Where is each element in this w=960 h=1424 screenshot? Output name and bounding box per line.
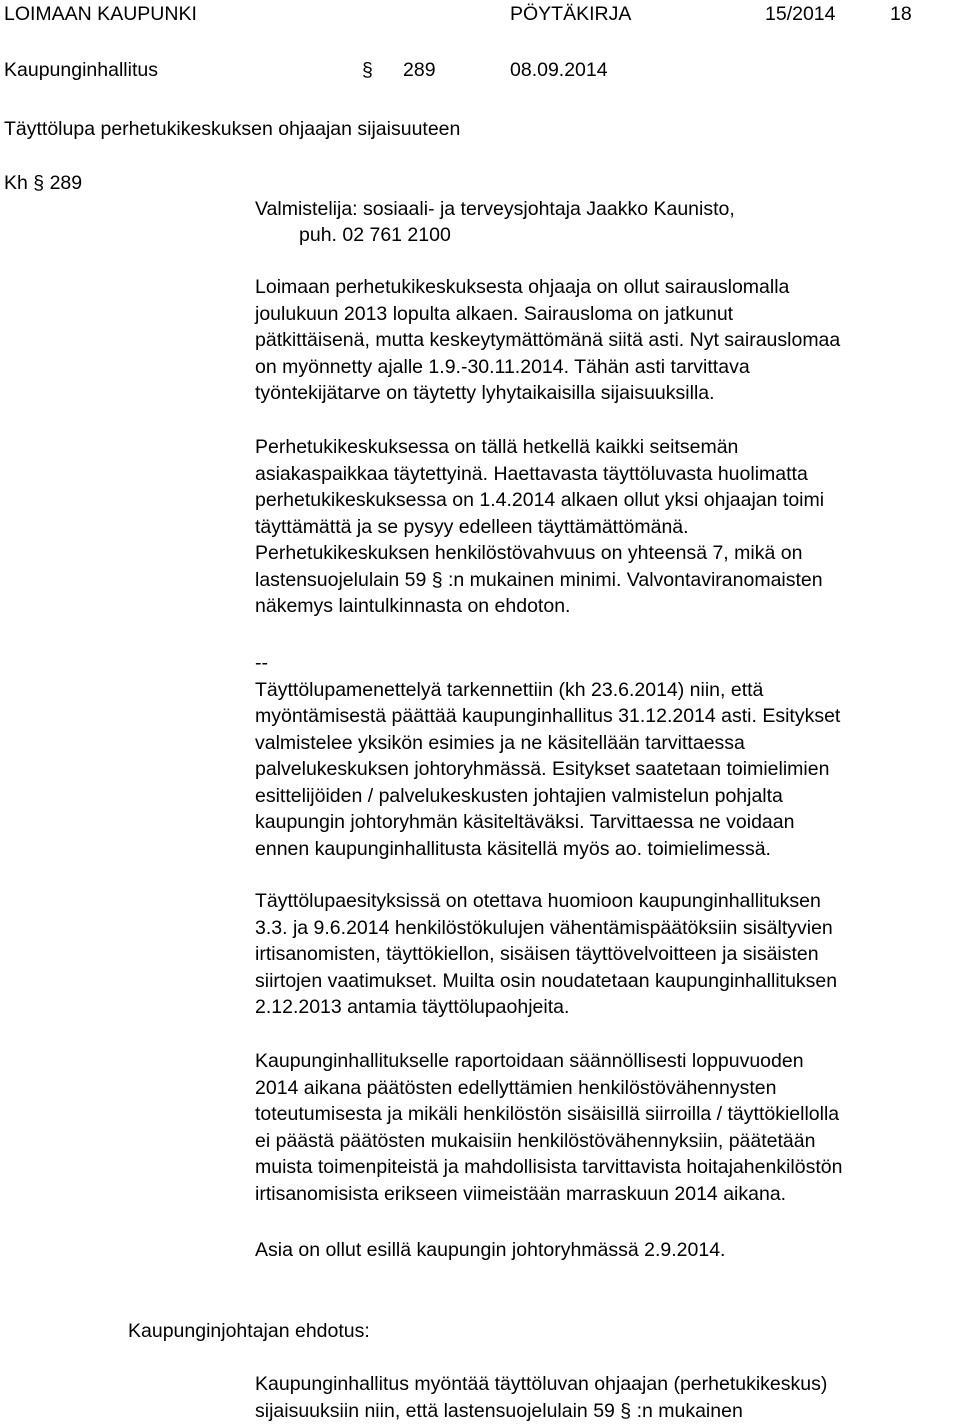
paragraph-3 (255, 650, 960, 862)
paragraph-text: Kaupunginhallitukselle raportoidaan säännöllisesti loppuvuoden 2014 aikana päätösten edellyttämien henkilöstövähennysten toteutumisesta ja mikäli henkilöstön sisäisillä siirroilla / täyttökiellolla ei päästä päätösten mukaisiin henkilöstövähennyksiin, päätetään muista toimenpiteistä ja mahdollisista tarvittavista hoitajahenkilöstön irtisanomisista erikseen viimeistään marraskuun 2014 aikana. (255, 1050, 843, 1205)
section-number: 289 (403, 59, 436, 81)
document-type: PÖYTÄKIRJA (510, 3, 632, 25)
case-prefix: Kh (4, 172, 28, 194)
paragraph-text: Asia on ollut esillä kaupungin johtoryhmässä 2.9.2014. (255, 1239, 726, 1261)
issue-number: 15/2014 (765, 3, 836, 25)
paragraph-text: Loimaan perhetukikeskuksesta ohjaaja on ollut sairauslomalla joulukuun 2013 lopulta alkaen. Sairausloma on jatkunut pätkittäisenä, mutta keskeytymättömänä siitä asti. Nyt sairauslomaa on myönnetty ajalle 1.9.-30.11.2014. Tähän asti tarvittava työntekijätarve on täytetty lyhytaikaisilla sijaisuuksilla. (255, 276, 841, 404)
preparer-phone: puh. 02 761 2100 (299, 224, 451, 246)
section-symbol: § (362, 59, 373, 81)
page-number: 18 (890, 3, 912, 25)
item-title: Täyttölupa perhetukikeskuksen ohjaajan sijaisuuteen (4, 118, 461, 140)
preparer-line: Valmistelija: sosiaali- ja terveysjohtaja Jaakko Kaunisto, (255, 198, 735, 220)
proposal-block (255, 1371, 960, 1424)
organization-name: LOIMAAN KAUPUNKI (4, 3, 197, 25)
meeting-body: Kaupunginhallitus (4, 59, 158, 81)
paragraph-text: -- Täyttölupamenettelyä tarkennettiin (kh 23.6.2014) niin, että myöntämisestä päättää kaupunginhallitus 31.12.2014 asti. Esitykset valmistelee yksikön esimies ja ne käsitellään tarvittaessa palvelukeskuksen johtoryhmässä. Esitykset saatetaan toimielimien esittelijöiden / palvelukeskusten johtajien valmistelun pohjalta kaupungin johtoryhmän käsiteltäväksi. Tarvittaessa ne voidaan ennen kaupunginhallitusta käsitellä myös ao. toimielimessä. (255, 652, 841, 860)
proposal-label: Kaupunginjohtajan ehdotus: (128, 1320, 370, 1342)
proposal-text: Kaupunginhallitus myöntää täyttöluvan ohjaajan (perhetukikeskus) sijaisuuksiin niin, että lastensuojelulain 59 § :n mukainen (255, 1373, 828, 1422)
paragraph-6 (255, 1237, 960, 1264)
paragraph-text: Täyttölupaesityksissä on otettava huomioon kaupunginhallituksen 3.3. ja 9.6.2014 henkilöstökulujen vähentämispäätöksiin sisältyvien irtisanomisten, täyttökiellon, sisäisen täyttövelvoitteen ja sisäisten siirtojen vaatimukset. Muilta osin noudatetaan kaupunginhallituksen 2.12.2013 antamia täyttölupaohjeita. (255, 890, 838, 1018)
case-reference (4, 170, 82, 197)
paragraph-2 (255, 434, 960, 620)
case-number: 289 (49, 172, 83, 194)
case-section-symbol: § (33, 172, 45, 194)
meeting-date: 08.09.2014 (510, 59, 608, 81)
paragraph-text: Perhetukikeskuksessa on tällä hetkellä kaikki seitsemän asiakaspaikkaa täytettyinä. Haettavasta täyttöluvasta huolimatta perhetukikeskuksessa on 1.4.2014 alkaen ollut yksi ohjaajan toimi täyttämättä ja se pysyy edelleen täyttämättömänä. Perhetukikeskuksen henkilöstövahvuus on yhteensä 7, mikä on lastensuojelulain 59 § :n mukainen minimi. Valvontaviranomaisten näkemys laintulkinnasta on ehdoton. (255, 436, 825, 617)
paragraph-1 (255, 274, 960, 407)
paragraph-5 (255, 1048, 960, 1207)
paragraph-4 (255, 888, 960, 1021)
